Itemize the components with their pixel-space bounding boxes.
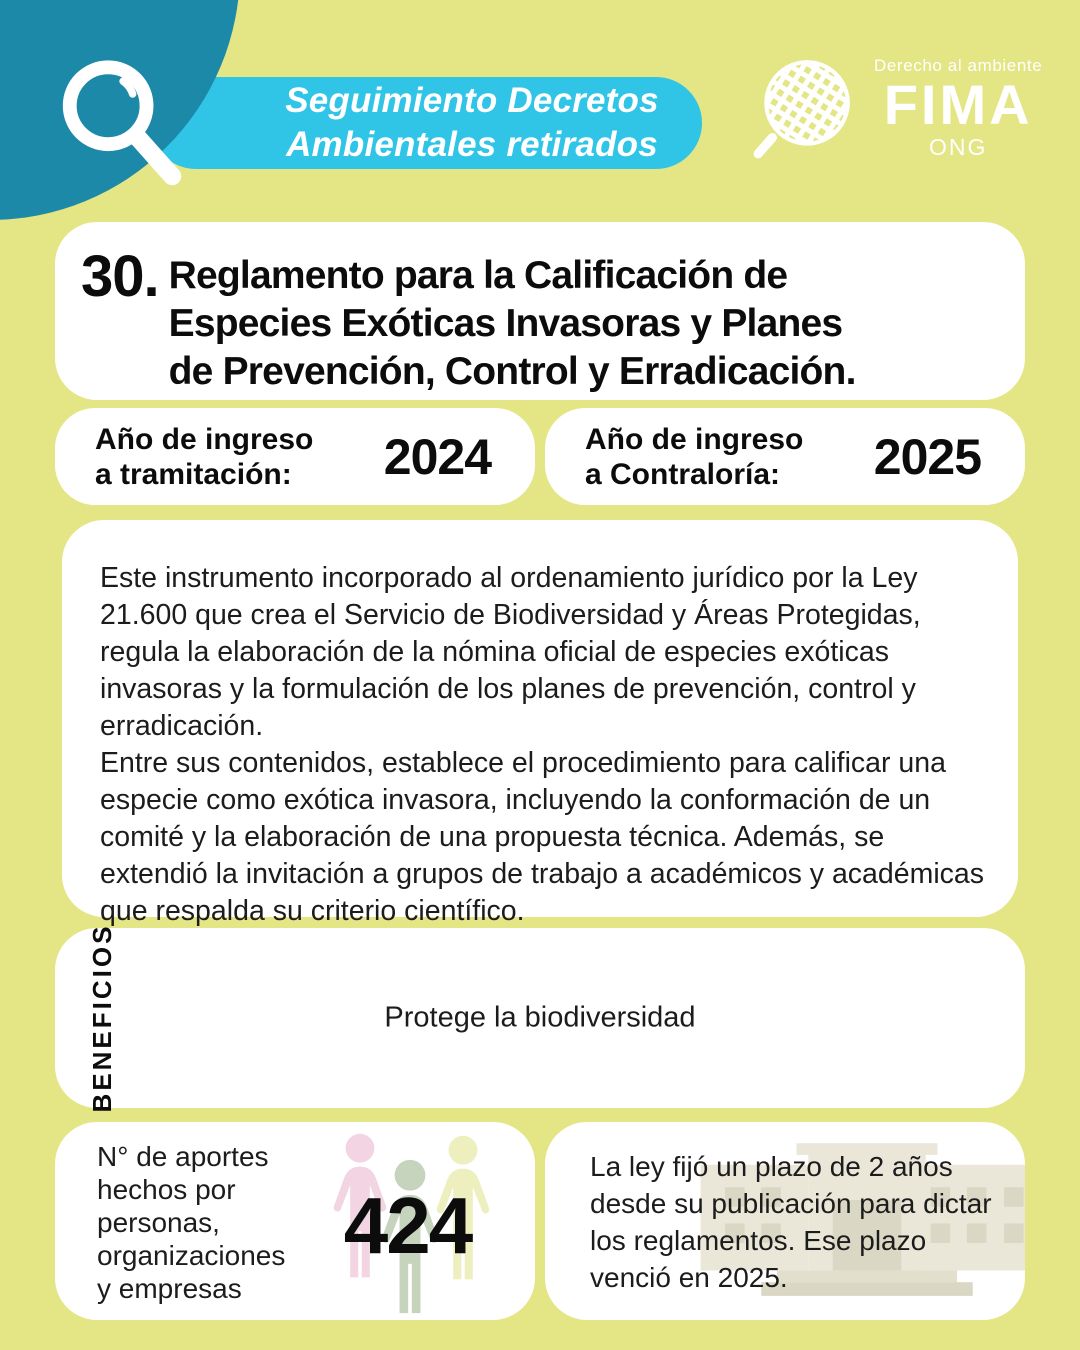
fima-logo bbox=[748, 52, 1042, 164]
globe-icon bbox=[748, 52, 860, 164]
item-number: 30. bbox=[81, 244, 159, 309]
year-label-line: Año de ingreso bbox=[95, 422, 314, 456]
deadline-card bbox=[545, 1122, 1025, 1320]
description-paragraph-1: Este instrumento incorporado al ordenamiento jurídico por la Ley 21.600 que crea el Servicio de Biodiversidad y Áreas Protegidas, regula la elaboración de la nómina oficial de especies exóticas invasoras y la formulación de los planes de prevención, control y erradicación. bbox=[100, 562, 921, 742]
benefits-card bbox=[55, 923, 1025, 1113]
year-label-line: a Contraloría: bbox=[585, 457, 781, 491]
contributions-label bbox=[97, 1140, 285, 1305]
header-badge bbox=[150, 77, 702, 169]
benefits-vertical-label: BENEFICIOS bbox=[87, 923, 117, 1113]
magnifier-icon bbox=[42, 46, 202, 206]
contributions-label-line: personas, bbox=[97, 1207, 220, 1238]
title-card bbox=[55, 222, 1025, 400]
contributions-label-line: hechos por bbox=[97, 1174, 236, 1205]
logo-name: FIMA bbox=[883, 72, 1033, 136]
item-title-line1: Reglamento para la Calificación de bbox=[168, 254, 788, 297]
contributions-count: 424 bbox=[343, 1181, 472, 1270]
badge-title-line2: Ambientales retirados bbox=[286, 125, 658, 164]
contributions-card bbox=[55, 1122, 535, 1320]
contributions-label-line: organizaciones bbox=[97, 1240, 286, 1271]
year-value-contraloria: 2025 bbox=[873, 428, 981, 485]
contributions-label-line: y empresas bbox=[97, 1273, 242, 1304]
benefits-text: Protege la biodiversidad bbox=[384, 1001, 696, 1034]
item-title bbox=[169, 252, 856, 400]
description-card bbox=[62, 520, 1018, 927]
logo-text-block bbox=[874, 56, 1042, 161]
description-paragraph-2: Entre sus contenidos, establece el procedimiento para calificar una especie como exótica invasora, incluyendo la conformación de un comité y la elaboración de una propuesta técnica. Además, se extendió la invitación a grupos de trabajo a académicos y académicas que respalda su criterio científico. bbox=[100, 747, 985, 927]
badge-title-line1: Seguimiento Decretos bbox=[285, 81, 659, 120]
logo-org-type: ONG bbox=[928, 133, 988, 160]
year-label-line: Año de ingreso bbox=[585, 422, 804, 456]
year-label-line: a tramitación: bbox=[95, 457, 292, 491]
year-pill-tramitacion bbox=[55, 408, 535, 505]
contributions-label-line: N° de aportes bbox=[97, 1141, 269, 1172]
year-value-tramitacion: 2024 bbox=[383, 428, 491, 485]
deadline-text: La ley fijó un plazo de 2 años desde su publicación para dictar los reglamentos. Ese plazo venció en 2025. bbox=[590, 1151, 992, 1293]
year-pill-contraloria bbox=[545, 408, 1025, 505]
item-title-line3: de Prevención, Control y Erradicación. bbox=[168, 350, 856, 393]
year-label-tramitacion bbox=[95, 422, 313, 492]
year-label-contraloria bbox=[585, 422, 803, 492]
logo-tagline: Derecho al ambiente bbox=[874, 55, 1043, 75]
item-title-line2: Especies Exóticas Invasoras y Planes bbox=[168, 302, 843, 345]
